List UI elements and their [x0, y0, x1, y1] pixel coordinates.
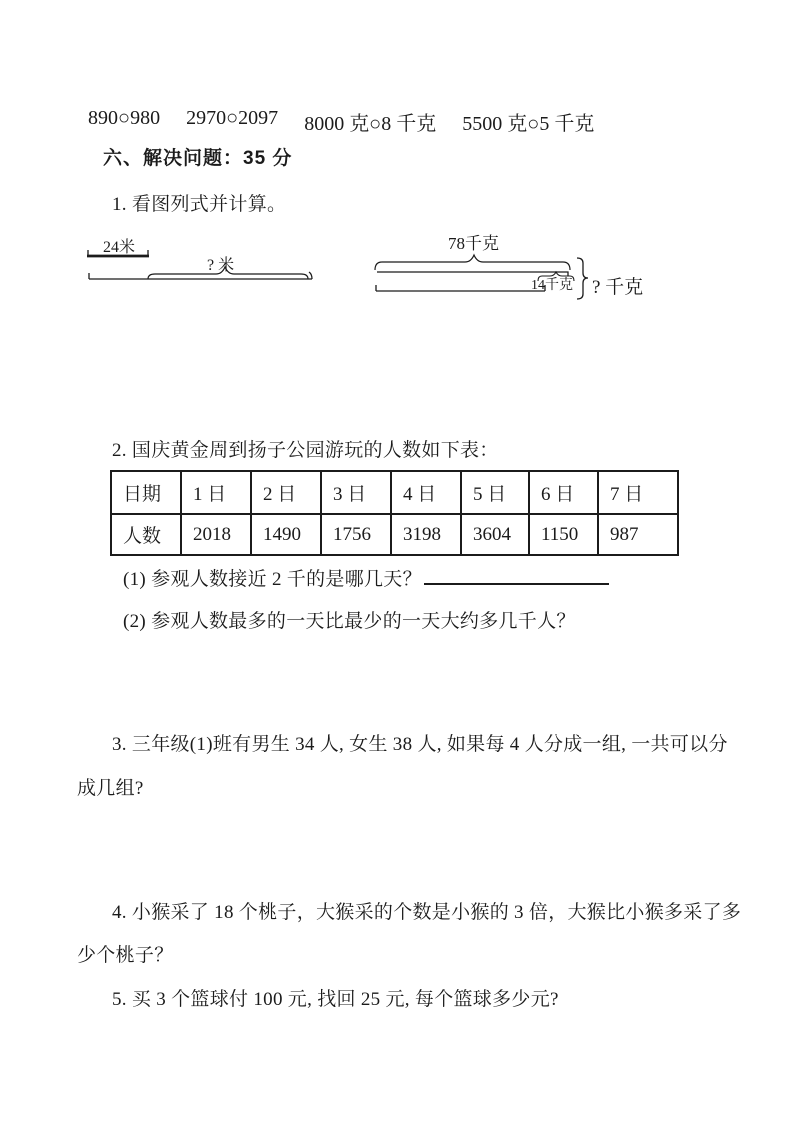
subquestion-1-text: (1) 参观人数接近 2 千的是哪几天？: [123, 569, 422, 590]
bar-model-diagram-left: [85, 228, 320, 290]
table-cell: 1756: [321, 514, 391, 555]
left-diagram-question-label: ? 米: [207, 257, 235, 274]
table-cell: 1150: [529, 514, 598, 555]
total-overbrace: [375, 255, 570, 270]
right-diagram-total-label: 78千克: [448, 234, 499, 253]
table-cell: 1490: [251, 514, 321, 555]
problem5-text: 5. 买 3 个篮球付 100 元, 找回 25 元, 每个篮球多少元?: [112, 989, 559, 1010]
table-row-counts: [111, 514, 678, 555]
answer-blank-line: [424, 579, 609, 585]
left-diagram-segment-label: 24米: [103, 239, 136, 256]
difference-label: 14千克: [531, 278, 573, 293]
problem2-subquestion-2: (2) 参观人数最多的一天比最少的一天大约多几千人？: [123, 611, 576, 632]
problem2-label: 2. 国庆黄金周到扬子公园游玩的人数如下表：: [112, 440, 499, 461]
table-cell: 5 日: [461, 471, 529, 514]
problem2-subquestion-1: [123, 564, 609, 591]
right-diagram-question-label: ? 千克: [592, 277, 644, 298]
table-row-dates: [111, 471, 678, 514]
problem3-line2: 成几组?: [77, 778, 144, 799]
table-cell: 日期: [111, 471, 181, 514]
baseline: [89, 272, 312, 279]
comparison-item-1: 890○980: [88, 107, 161, 129]
table-cell: 3 日: [321, 471, 391, 514]
table-cell: 7 日: [598, 471, 678, 514]
bottom-bar-line: [376, 285, 545, 291]
section-header: 六、解决问题：35 分: [103, 148, 293, 169]
problem3-line1: 3. 三年级(1)班有男生 34 人, 女生 38 人, 如果每 4 人分成一组, 一共可以分: [112, 734, 728, 755]
problem4-line2: 少个桃子？: [77, 945, 174, 966]
problem4-line1: 4. 小猴采了 18 个桃子，大猴采的个数是小猴的 3 倍，大猴比小猴多采了多: [112, 902, 742, 923]
table-cell: 人数: [111, 514, 181, 555]
table-cell: 6 日: [529, 471, 598, 514]
table-cell: 987: [598, 514, 678, 555]
table-cell: 3604: [461, 514, 529, 555]
right-curly-brace: [577, 258, 588, 299]
comparison-item-4: 5500 克○5 千克: [462, 113, 595, 135]
table-cell: 2018: [181, 514, 251, 555]
table-cell: 2 日: [251, 471, 321, 514]
top-bar-line: [377, 272, 568, 276]
bar-model-diagram-right: [365, 228, 670, 303]
comparison-exercises-row: [88, 107, 594, 136]
table-cell: 3198: [391, 514, 461, 555]
comparison-item-2: 2970○2097: [186, 107, 279, 129]
table-cell: 1 日: [181, 471, 251, 514]
table-cell: 4 日: [391, 471, 461, 514]
comparison-item-3: 8000 克○8 千克: [304, 113, 437, 135]
visitors-table: [110, 470, 679, 556]
problem1-label: 1. 看图列式并计算。: [112, 194, 287, 215]
